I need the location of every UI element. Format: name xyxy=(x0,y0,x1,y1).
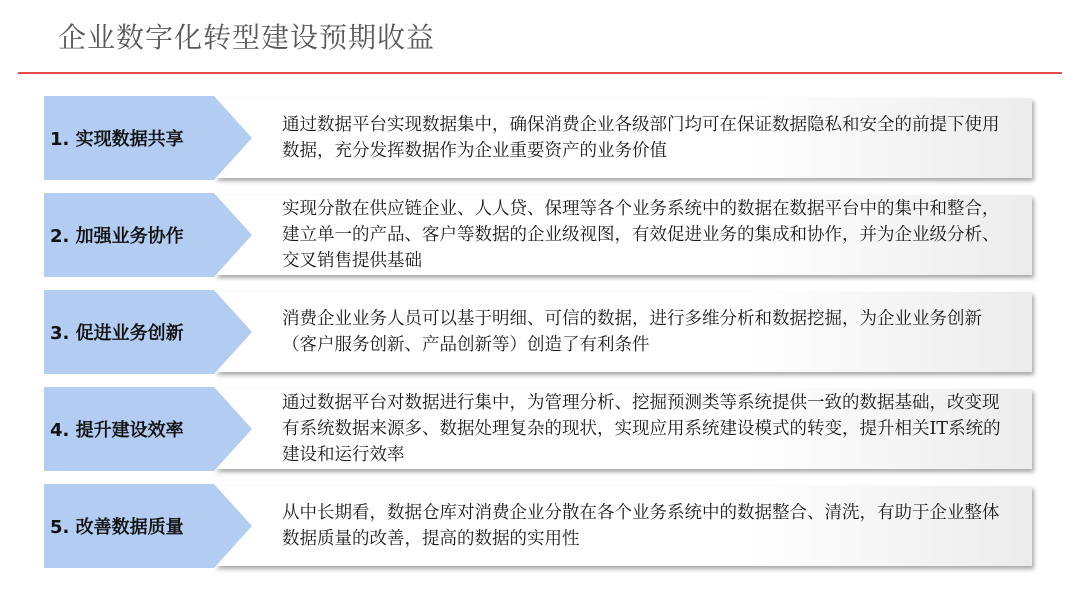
chevron-arrow xyxy=(214,387,252,471)
benefit-desc-box xyxy=(214,195,1032,275)
benefit-row-4 xyxy=(44,387,1036,471)
title-divider xyxy=(18,72,1062,74)
benefit-desc-box xyxy=(214,292,1032,372)
benefit-label: 5. 改善数据质量 xyxy=(44,484,214,568)
chevron-arrow xyxy=(214,290,252,374)
chevron-arrow xyxy=(214,484,252,568)
benefit-desc: 从中长期看，数据仓库对消费企业分散在各个业务系统中的数据整合、清洗，有助于企业整体数据质量的改善，提高的数据的实用性 xyxy=(282,503,1000,549)
benefit-desc-box xyxy=(214,98,1032,178)
benefit-desc: 通过数据平台实现数据集中，确保消费企业各级部门均可在保证数据隐私和安全的前提下使用数据，充分发挥数据作为企业重要资产的业务价值 xyxy=(282,115,1000,161)
benefit-list xyxy=(44,96,1036,581)
benefit-desc: 通过数据平台对数据进行集中，为管理分析、挖掘预测类等系统提供一致的数据基础，改变现有系统数据来源多、数据处理复杂的现状，实现应用系统建设模式的转变，提升相关IT系统的建设和运行效率 xyxy=(282,393,1001,465)
page-title: 企业数字化转型建设预期收益 xyxy=(58,21,436,54)
benefit-label: 3. 促进业务创新 xyxy=(44,290,214,374)
benefit-desc-box xyxy=(214,486,1032,566)
benefit-row-1 xyxy=(44,96,1036,180)
benefit-row-2 xyxy=(44,193,1036,277)
chevron-arrow xyxy=(214,96,252,180)
benefit-row-3 xyxy=(44,290,1036,374)
benefit-desc: 实现分散在供应链企业、人人贷、保理等各个业务系统中的数据在数据平台中的集中和整合，建立单一的产品、客户等数据的企业级视图，有效促进业务的集成和协作，并为企业级分析、交叉销售提供基础 xyxy=(282,199,1000,271)
benefit-desc: 消费企业业务人员可以基于明细、可信的数据，进行多维分析和数据挖掘，为企业业务创新（客户服务创新、产品创新等）创造了有利条件 xyxy=(282,309,982,355)
benefit-label: 4. 提升建设效率 xyxy=(44,387,214,471)
benefit-desc-box xyxy=(214,389,1032,469)
benefit-row-5 xyxy=(44,484,1036,568)
benefit-label: 1. 实现数据共享 xyxy=(44,96,214,180)
benefit-label: 2. 加强业务协作 xyxy=(44,193,214,277)
chevron-arrow xyxy=(214,193,252,277)
